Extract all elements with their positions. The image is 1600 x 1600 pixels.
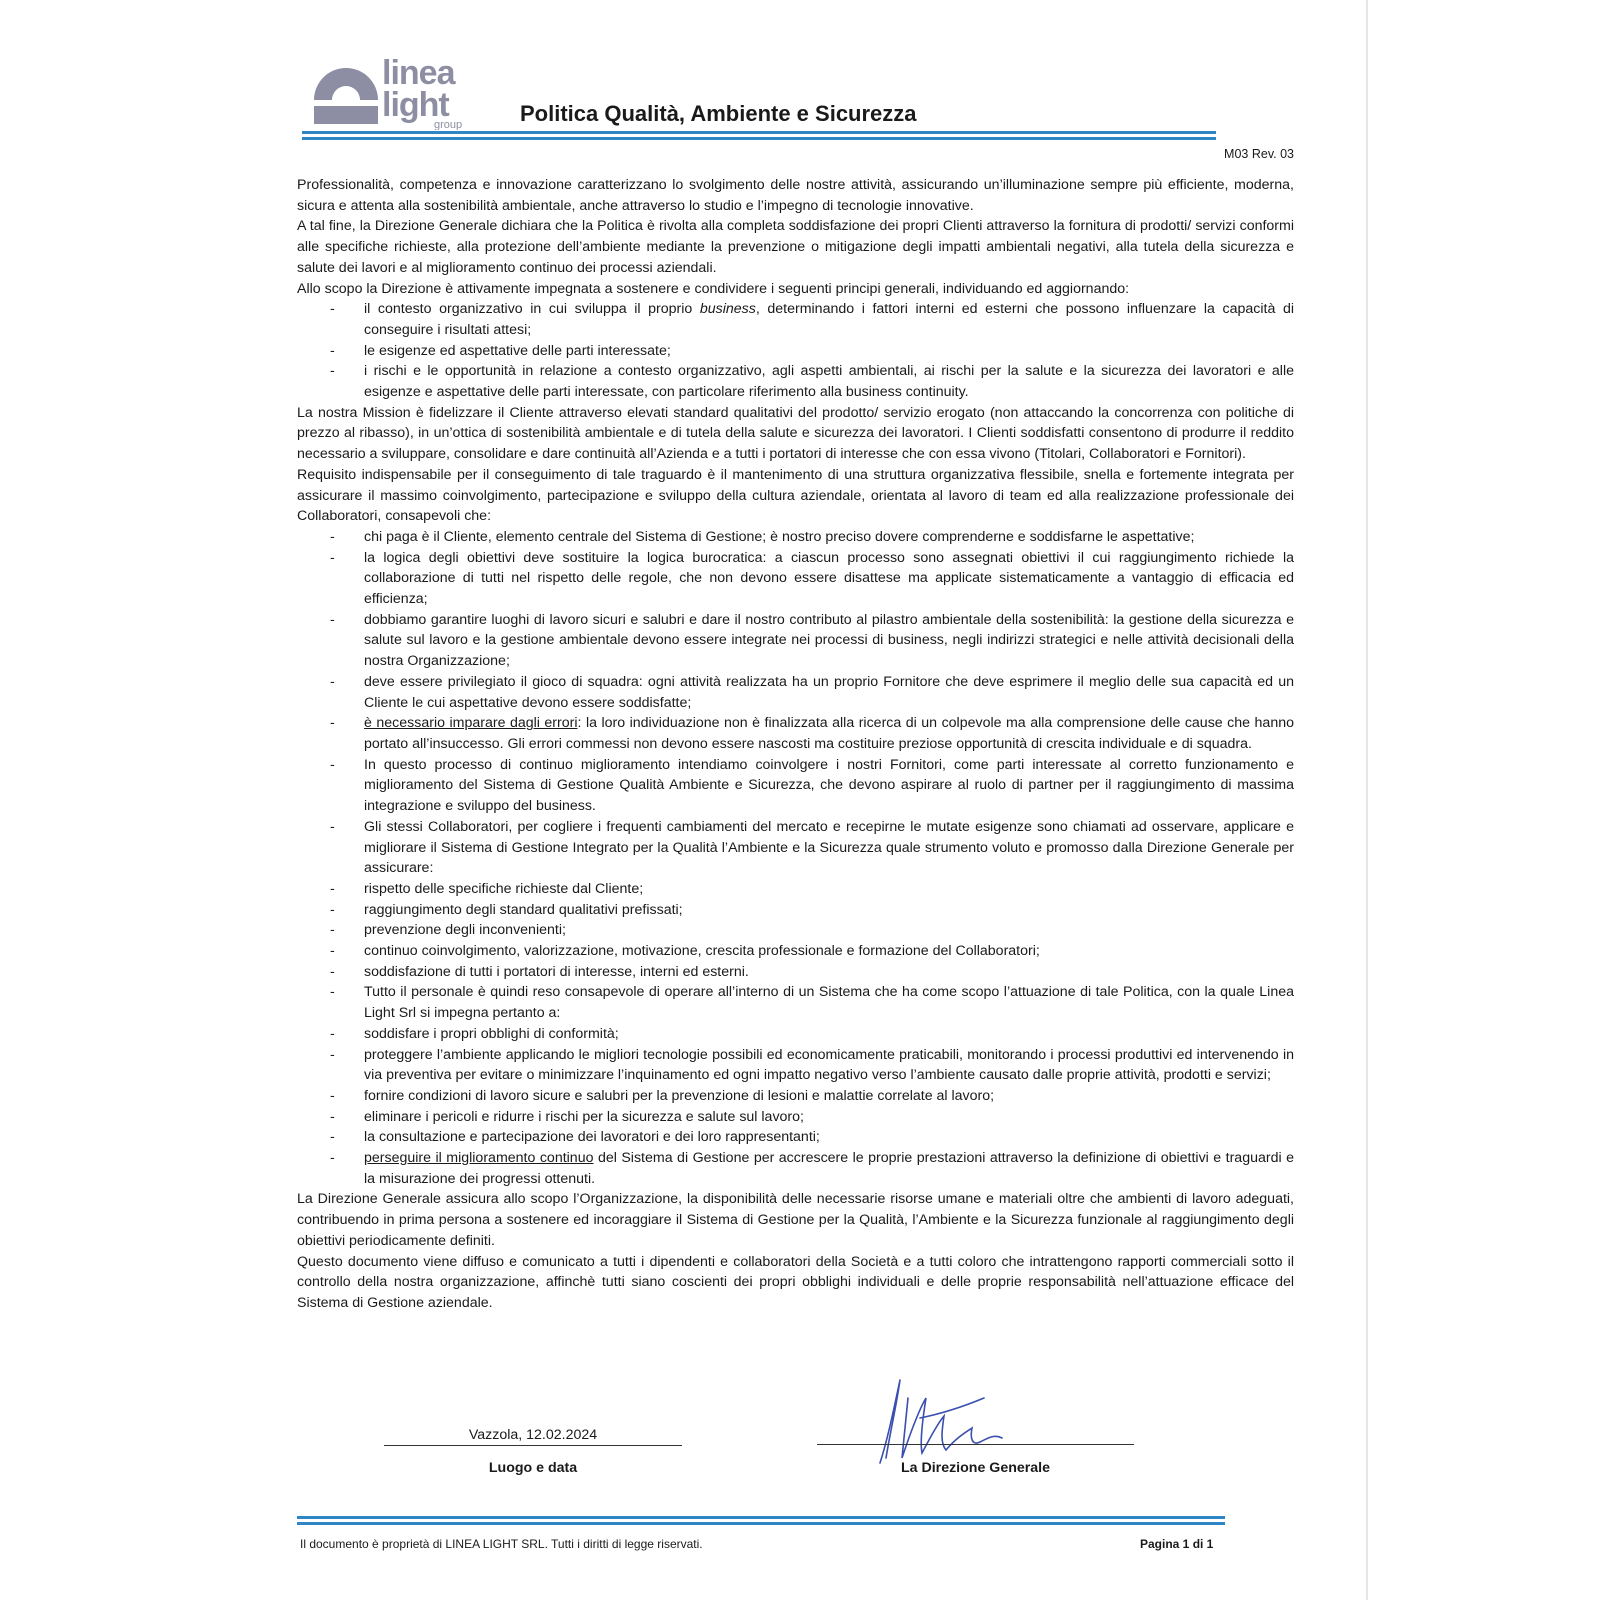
list-item: - soddisfare i propri obblighi di conformità; [297, 1024, 1294, 1045]
principles-list [297, 299, 1294, 403]
signer-label: La Direzione Generale [900, 1460, 1051, 1476]
list-item: - rispetto delle specifiche richieste dal Cliente; [297, 879, 1294, 900]
header-rule-bottom [302, 137, 1216, 140]
requisite-paragraph: Requisito indispensabile per il conseguimento di tale traguardo è il mantenimento di una struttura organizzativa flessibile, snella e fortemente integrata per assicurare il massimo coinvolgimento, partecipazione e sviluppo della cultura aziendale, orientata al lavoro di team ed alla realizzazione professionale dei Collaboratori, consapevoli che: [297, 466, 1294, 525]
svg-text:light: light [382, 86, 449, 124]
list-item: - eliminare i pericoli e ridurre i rischi per la sicurezza e salute sul lavoro; [297, 1107, 1294, 1128]
list-item: - fornire condizioni di lavoro sicure e salubri per la prevenzione di lesioni e malattie correlate al lavoro; [297, 1086, 1294, 1107]
intro-paragraph: A tal fine, la Direzione Generale dichiara che la Politica è rivolta alla completa soddisfazione dei propri Clienti attraverso la fornitura di prodotti/ servizi conformi alle specifiche richieste, alla protezione dell’ambiente mediante la prevenzione o mitigazione degli impatti ambientali negativi, alla tutela della sicurezza e salute dei lavori e al miglioramento continuo dei processi aziendali. [297, 218, 1294, 276]
list-item: - deve essere privilegiato il gioco di squadra: ogni attività realizzata ha un proprio Fornitore che deve esprimere il meglio delle sua capacità ed un Cliente le cui aspettative devono essere soddisfatte; [297, 672, 1294, 713]
list-item: - prevenzione degli inconvenienti; [297, 920, 1294, 941]
list-item: - è necessario imparare dagli errori: la loro individuazione non è finalizzata alla ricerca di un colpevole ma alla comprensione delle cause che hanno portato all’insuccesso. Gli errori commessi non devono essere nascosti ma costituire preziose opportunità di crescita individuale e di squadra. [297, 713, 1294, 754]
company-logo [312, 50, 482, 130]
list-item: - proteggere l’ambiente applicando le migliori tecnologie possibili ed economicamente praticabili, monitorando i processi produttivi ed intervenendo in via preventiva per evitare o minimizzare l’inquinamento ed ogni impatto negativo verso l’ambiente causato dalle proprie attività, prodotti e servizi; [297, 1045, 1294, 1086]
list-item: - Gli stessi Collaboratori, per cogliere i frequenti cambiamenti del mercato e recepirne le mutate esigenze sono chiamati ad osservare, applicare e migliorare il Sistema di Gestione Integrato per la Qualità l’Ambiente e la Sicurezza quale strumento voluto e promosso dalla Direzione Generale per assicurare: [297, 817, 1294, 879]
place-date: Vazzola, 12.02.2024 [384, 1427, 682, 1446]
footer-rule-bottom [297, 1522, 1225, 1525]
header-rule-top [302, 131, 1216, 134]
closing-paragraph: La Direzione Generale assicura allo scopo l’Organizzazione, la disponibilità delle necessarie risorse umane e materiali oltre che ambienti di lavoro adeguati, contribuendo in prima persona a sostenere ed incoraggiare il Sistema di Gestione per la Qualità, l’Ambiente e la Sicurezza funzionale al raggiungimento degli obiettivi periodicamente definiti. [297, 1191, 1294, 1249]
list-item: - Tutto il personale è quindi reso consapevole di operare all’interno di un Sistema che ha come scopo l’attuazione di tale Politica, con la quale Linea Light Srl si impegna pertanto a: [297, 982, 1294, 1023]
svg-text:linea: linea [382, 54, 455, 92]
intro-paragraph: Professionalità, competenza e innovazione caratterizzano lo svolgimento delle nostre attività, assicurando un’illuminazione sempre più efficiente, moderna, sicura e attenta alla sostenibilità ambientale, anche attraverso lo studio e l’impegno di tecnologie innovative. [297, 177, 1294, 214]
closing-paragraph: Questo documento viene diffuso e comunicato a tutti i dipendenti e collaboratori della Società e a tutti coloro che intrattengono rapporti commerciali sotto il controllo della nostra organizzazione, affinchè tutti siano coscienti dei propri obblighi individuali e delle proprie responsabilità nell’attuazione efficace del Sistema di Gestione aziendale. [297, 1253, 1294, 1311]
list-item: - chi paga è il Cliente, elemento centrale del Sistema di Gestione; è nostro preciso dovere comprenderne e soddisfarne le aspettative; [297, 527, 1294, 548]
list-item: - il contesto organizzativo in cui sviluppa il proprio business, determinando i fattori interni ed esterni che possono influenzare la capacità di conseguire i risultati attesi; [297, 299, 1294, 340]
list-item: - In questo processo di continuo miglioramento intendiamo coinvolgere i nostri Fornitori, come parti interessate al corretto funzionamento e miglioramento del Sistema di Gestione Qualità Ambiente e Sicurezza, che devono aspirare al ruolo di partner per il raggiungimento di massima integrazione e sviluppo del business. [297, 755, 1294, 817]
policy-body [297, 175, 1294, 1314]
footer-rule-top [297, 1516, 1225, 1519]
svg-text:group: group [434, 119, 463, 130]
page-edge [1366, 0, 1368, 1600]
list-item: - dobbiamo garantire luoghi di lavoro sicuri e salubri e dare il nostro contributo al pilastro ambientale della sostenibilità: la gestione della sicurezza e salute sul lavoro e la gestione ambientale devono essere integrate nei processi di business, negli indirizzi strategici e nelle attività decisionali della nostra Organizzazione; [297, 610, 1294, 672]
footer-copyright: Il documento è proprietà di LINEA LIGHT SRL. Tutti i diritti di legge riservati. [300, 1537, 703, 1551]
document-title: Politica Qualità, Ambiente e Sicurezza [520, 101, 917, 126]
list-item: - continuo coinvolgimento, valorizzazione, motivazione, crescita professionale e formazione del Collaboratori; [297, 941, 1294, 962]
document-code: M03 Rev. 03 [1224, 147, 1294, 161]
awareness-list [297, 527, 1294, 1190]
list-item: - le esigenze ed aspettative delle parti interessate; [297, 341, 1294, 362]
mission-paragraph: La nostra Mission è fidelizzare il Cliente attraverso elevati standard qualitativi del prodotto/ servizio erogato (non attaccando la concorrenza con politiche di prezzo al ribasso), in un’ottica di sostenibilità ambientale e di tutela della salute e sicurezza dei lavoratori. I Clienti soddisfatti consentono di produrre il reddito necessario a sviluppare, consolidare e dare continuità all’Azienda e a tutti i portatori di interesse che con essa vivono (Titolari, Collaboratori e Fornitori). [297, 404, 1294, 463]
intro-paragraph: Allo scopo la Direzione è attivamente impegnata a sostenere e condividere i seguenti principi generali, individuando ed aggiornando: [297, 280, 1130, 297]
list-item: - la logica degli obiettivi deve sostituire la logica burocratica: a ciascun processo sono assegnati obiettivi il cui raggiungimento richiede la collaborazione di tutti nel rispetto delle regole, che non devono essere disattese ma applicate sistematicamente a vantaggio di efficacia ed efficienza; [297, 548, 1294, 610]
list-item: - soddisfazione di tutti i portatori di interesse, interni ed esterni. [297, 962, 1294, 983]
place-date-label: Luogo e data [488, 1460, 578, 1476]
list-item: - perseguire il miglioramento continuo del Sistema di Gestione per accrescere le proprie prestazioni attraverso la definizione di obiettivi e traguardi e la misurazione dei progressi ottenuti. [297, 1148, 1294, 1189]
list-item: - i rischi e le opportunità in relazione a contesto organizzativo, agli aspetti ambientali, ai rischi per la salute e la sicurezza dei lavoratori e alle esigenze e aspettative delle parti interessate, con particolare riferimento alla business continuity. [297, 361, 1294, 402]
signature-line [817, 1444, 1134, 1445]
handwritten-signature [860, 1368, 1030, 1468]
page-number: Pagina 1 di 1 [1140, 1537, 1214, 1551]
list-item: - la consultazione e partecipazione dei lavoratori e dei loro rappresentanti; [297, 1127, 1294, 1148]
list-item: - raggiungimento degli standard qualitativi prefissati; [297, 900, 1294, 921]
